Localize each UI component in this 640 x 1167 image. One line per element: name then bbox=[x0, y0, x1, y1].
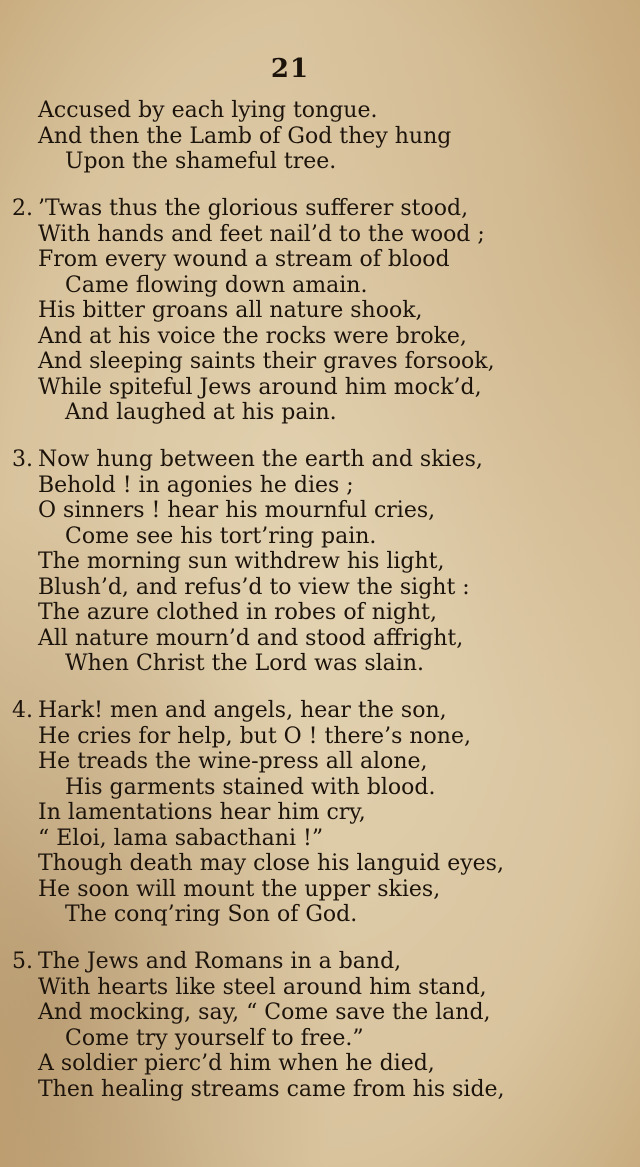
verse-line: And sleeping saints their graves forsook, bbox=[38, 349, 495, 374]
stanza-number: 2. bbox=[12, 196, 33, 221]
verse-line: All nature mourn’d and stood affright, bbox=[38, 625, 464, 651]
stanza-4 bbox=[0, 698, 640, 928]
stanza-number: 5. bbox=[12, 949, 33, 974]
verse-line: He treads the wine-press all alone, bbox=[38, 749, 428, 774]
hymn-text bbox=[0, 98, 640, 1102]
verse-line: With hearts like steel around him stand, bbox=[38, 974, 487, 1000]
verse-line: Hark! men and angels, hear the son, bbox=[38, 698, 447, 723]
verse-line: From every wound a stream of blood bbox=[38, 247, 450, 272]
page-number: 21 bbox=[270, 54, 310, 84]
verse-line: And at his voice the rocks were broke, bbox=[38, 323, 467, 349]
verse-line: The azure clothed in robes of night, bbox=[38, 600, 437, 625]
stanza-1 bbox=[0, 98, 640, 175]
verse-line: The Jews and Romans in a band, bbox=[38, 949, 402, 974]
verse-line: O sinners ! hear his mournful cries, bbox=[38, 498, 436, 523]
verse-line: Blush’d, and refus’d to view the sight : bbox=[38, 574, 470, 600]
stanza-2 bbox=[0, 196, 640, 426]
verse-line: With hands and feet nail’d to the wood ; bbox=[38, 221, 485, 247]
verse-line: And laughed at his pain. bbox=[65, 400, 337, 425]
verse-line: He cries for help, but O ! there’s none, bbox=[38, 723, 471, 749]
verse-line: His bitter groans all nature shook, bbox=[38, 298, 423, 323]
verse-line: The morning sun withdrew his light, bbox=[38, 549, 445, 574]
verse-line: He soon will mount the upper skies, bbox=[38, 876, 441, 902]
verse-line: And then the Lamb of God they hung bbox=[38, 123, 452, 149]
verse-line: A soldier pierc’d him when he died, bbox=[38, 1051, 435, 1076]
verse-line: Upon the shameful tree. bbox=[65, 149, 337, 174]
stanza-number: 3. bbox=[12, 447, 33, 472]
verse-line: Though death may close his languid eyes, bbox=[38, 851, 504, 876]
verse-line: ’Twas thus the glorious sufferer stood, bbox=[38, 196, 469, 221]
verse-line: Came flowing down amain. bbox=[65, 272, 368, 298]
verse-line: In lamentations hear him cry, bbox=[38, 800, 366, 825]
verse-line: Then healing streams came from his side, bbox=[38, 1076, 505, 1102]
verse-line: Accused by each lying tongue. bbox=[38, 98, 378, 123]
stanza-3 bbox=[0, 447, 640, 677]
verse-line: Come see his tort’ring pain. bbox=[65, 523, 377, 549]
verse-line: Come try yourself to free.” bbox=[65, 1025, 364, 1051]
verse-line: His garments stained with blood. bbox=[65, 774, 436, 800]
verse-line: Behold ! in agonies he dies ; bbox=[38, 472, 354, 498]
verse-line: When Christ the Lord was slain. bbox=[65, 651, 424, 676]
stanza-5 bbox=[0, 949, 640, 1102]
verse-line: “ Eloi, lama sabacthani !” bbox=[38, 825, 324, 851]
verse-line: While spiteful Jews around him mock’d, bbox=[38, 374, 482, 400]
verse-line: Now hung between the earth and skies, bbox=[38, 447, 483, 472]
verse-line: And mocking, say, “ Come save the land, bbox=[38, 1000, 491, 1025]
stanza-number: 4. bbox=[12, 698, 33, 723]
verse-line: The conq’ring Son of God. bbox=[65, 902, 358, 927]
